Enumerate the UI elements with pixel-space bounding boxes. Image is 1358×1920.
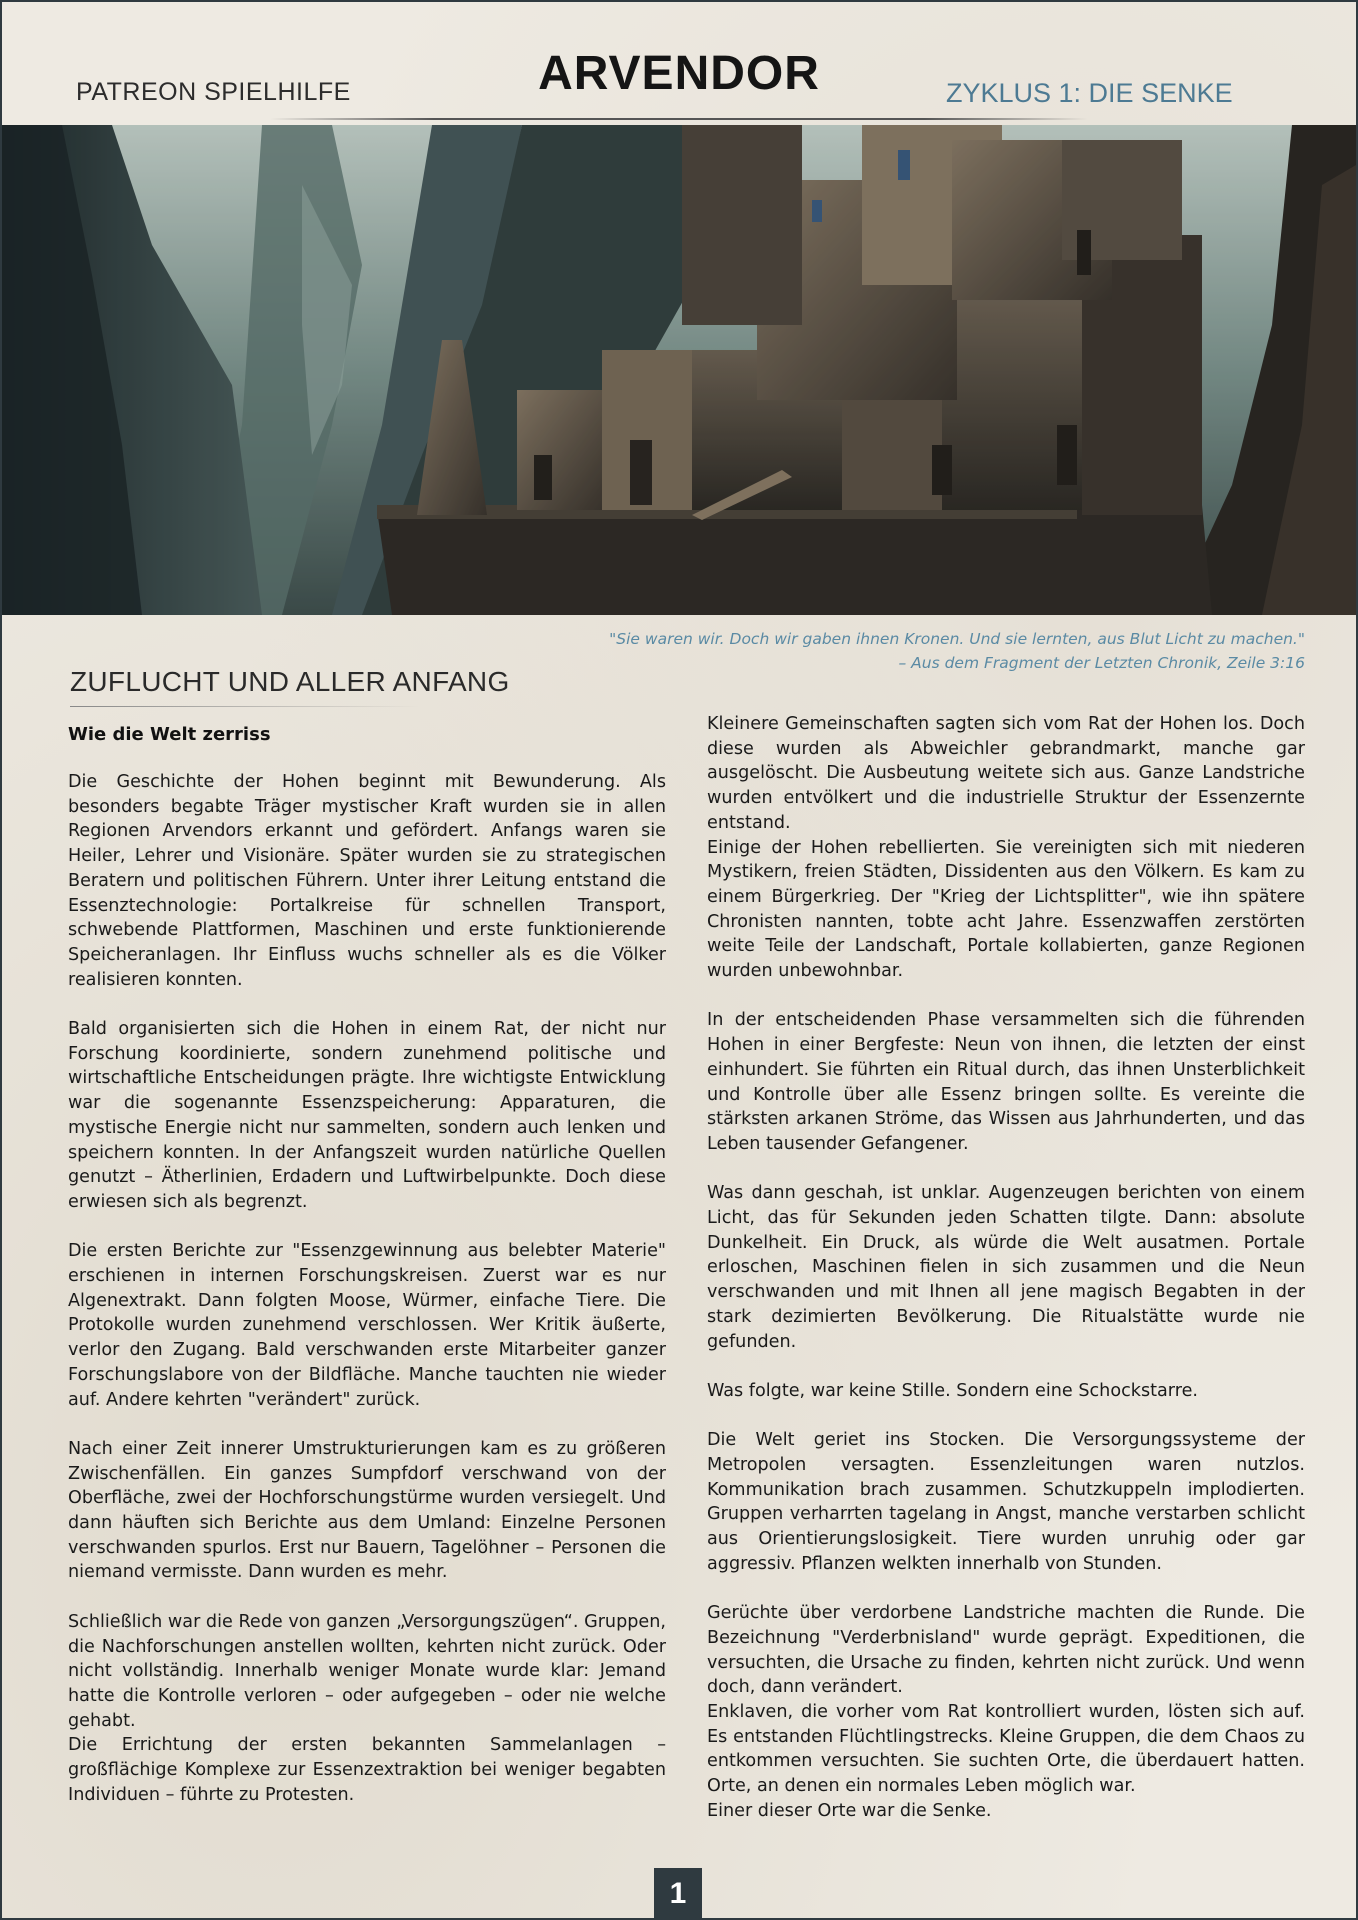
paragraph: Kleinere Gemeinschaften sagten sich vom Rat der Hohen los. Doch diese wurden als Abweichler gebrandmarkt, manche gar ausgelöscht. Die Ausbeutung weitete sich aus. Ganze Landstriche wurden entvölkert und die industrielle Struktur der Essenzernte entstand. [707, 714, 1305, 833]
epigraph-quote [609, 627, 1305, 675]
quote-text: "Sie waren wir. Doch wir gaben ihnen Kronen. Und sie lernten, aus Blut Licht zu machen." [609, 630, 1305, 648]
paragraph: Schließlich war die Rede von ganzen „Versorgungszügen“. Gruppen, die Nachforschungen anstellen wollten, kehrten nicht zurück. Oder nicht vollständig. Innerhalb weniger Monate wurde klar: Jemand hatte die Kontrolle verloren – oder aufgegeben – oder nie welche gehabt. [68, 1611, 666, 1731]
hero-image [2, 125, 1356, 615]
page-title: ARVENDOR [538, 47, 820, 100]
header-left-label: PATREON SPIELHILFE [76, 78, 351, 106]
section-subtitle: Wie die Welt zerriss [68, 724, 271, 745]
paragraph: Enklaven, die vorher vom Rat kontrolliert wurden, lösten sich auf. Es entstanden Flüchtlingstrecks. Kleine Gruppen, die dem Chaos zu entkommen versuchten. Sie suchten Orte, die überdauert hatten. Orte, an denen ein normales Leben möglich war. [707, 1702, 1305, 1797]
paragraph: Die Geschichte der Hohen beginnt mit Bewunderung. Als besonders begabte Träger mystischer Kraft wurden sie in allen Regionen Arvendors erkannt und gefördert. Anfangs waren sie Heiler, Lehrer und Visionäre. Später wurden sie zu strategischen Beratern und politischen Führern. Unter ihrer Leitung entstand die Essenztechnologie: Portalkreise für schnellen Transport, schwebende Plattformen, Maschinen und erste funktionierende Speicheranlagen. Ihr Einfluss wuchs schneller als es die Völker realisieren konnten. [68, 772, 666, 990]
section-title: ZUFLUCHT UND ALLER ANFANG [70, 666, 510, 697]
quote-source: – Aus dem Fragment der Letzten Chronik, Zeile 3:16 [898, 654, 1305, 672]
header-right-label: ZYKLUS 1: DIE SENKE [946, 78, 1233, 108]
paragraph: In der entscheidenden Phase versammelten sich die führenden Hohen in einer Bergfeste: Neun von ihnen, die letzten der einst einhundert. Sie führten ein Ritual durch, das ihnen Unsterblichkeit und Kontrolle über alle Essenz bringen sollte. Es vereinte die stärksten arkanen Ströme, das Wissen aus Jahrhunderten, und das Leben tausender Gefangener. [707, 1010, 1305, 1154]
left-column [68, 770, 666, 1807]
paragraph: Bald organisierten sich die Hohen in einem Rat, der nicht nur Forschung koordinierte, sondern zunehmend politische und wirtschaftliche Entscheidungen prägte. Ihre wichtigste Entwicklung war die sogenannte Essenzspeicherung: Apparaturen, die mystische Energie nicht nur sammelten, sondern auch lenken und speichern konnten. In der Anfangszeit wurden natürliche Quellen genutzt – Ätherlinien, Erdadern und Luftwirbelpunkte. Doch diese erwiesen sich als begrenzt. [68, 1019, 666, 1212]
paragraph: Einer dieser Orte war die Senke. [707, 1800, 992, 1821]
header-divider [270, 118, 1088, 120]
paragraph: Was dann geschah, ist unklar. Augenzeugen berichten von einem Licht, das für Sekunden jeden Schatten tilgte. Dann: absolute Dunkelheit. Ein Druck, als würde die Welt ausatmen. Portale erloschen, Maschinen fielen in sich zusammen und die Neun verschwanden und mit Ihnen all jene magisch Begabten in der stark dezimierten Bevölkerung. Die Ritualstätte wurde nie gefunden. [707, 1183, 1305, 1352]
paragraph: Gerüchte über verdorbene Landstriche machten die Runde. Die Bezeichnung "Verderbnisland" wurde geprägt. Expeditionen, die versuchten, die Ursache zu finden, kehrten nicht zurück. Und wenn doch, dann verändert. [707, 1603, 1305, 1698]
paragraph: Was folgte, war keine Stille. Sondern eine Schockstarre. [707, 1380, 1198, 1401]
page-number: 1 [654, 1868, 702, 1918]
right-column [707, 712, 1305, 1824]
paragraph: Die ersten Berichte zur "Essenzgewinnung aus belebter Materie" erschienen in internen Forschungskreisen. Zuerst war es nur Algenextrakt. Dann folgten Moose, Würmer, einfache Tiere. Die Protokolle wurden zunehmend verschlossen. Wer Kritik äußerte, verlor den Zugang. Bald verschwanden erste Mitarbeiter ganzer Forschungslabore von der Bildfläche. Manche tauchten nie wieder auf. Andere kehrten "verändert" zurück. [68, 1241, 666, 1410]
paragraph: Die Errichtung der ersten bekannten Sammelanlagen – großflächige Komplexe zur Essenzextraktion bei weniger begabten Individuen – führte zu Protesten. [68, 1735, 666, 1805]
paragraph: Die Welt geriet ins Stocken. Die Versorgungssysteme der Metropolen versagten. Essenzleitungen waren nutzlos. Kommunikation brach zusammen. Schutzkuppeln implodierten. Gruppen verharrten tagelang in Angst, manche verstarben schlicht aus Orientierungslosigkeit. Tiere wurden unruhig oder gar aggressiv. Pflanzen welkten innerhalb von Stunden. [707, 1430, 1305, 1574]
section-divider [70, 706, 420, 707]
canyon-fortress-illustration-icon [2, 125, 1356, 615]
paragraph: Einige der Hohen rebellierten. Sie vereinigten sich mit niederen Mystikern, freien Städten, Dissidenten aus den Völkern. Es kam zu einem Bürgerkrieg. Der "Krieg der Lichtsplitter", wie ihn spätere Chronisten nannten, tobte acht Jahre. Essenzwaffen zerstörten weite Teile der Landschaft, Portale kollabierten, ganze Regionen wurden unbewohnbar. [707, 837, 1305, 982]
paragraph: Nach einer Zeit innerer Umstrukturierungen kam es zu größeren Zwischenfällen. Ein ganzes Sumpfdorf verschwand von der Oberfläche, zwei der Hochforschungstürme wurden versiegelt. Und dann häuften sich Berichte aus dem Umland: Einzelne Personen verschwanden spurlos. Erst nur Bauern, Tagelöhner – Personen die niemand vermisste. Dann wurden es mehr. [68, 1438, 666, 1583]
